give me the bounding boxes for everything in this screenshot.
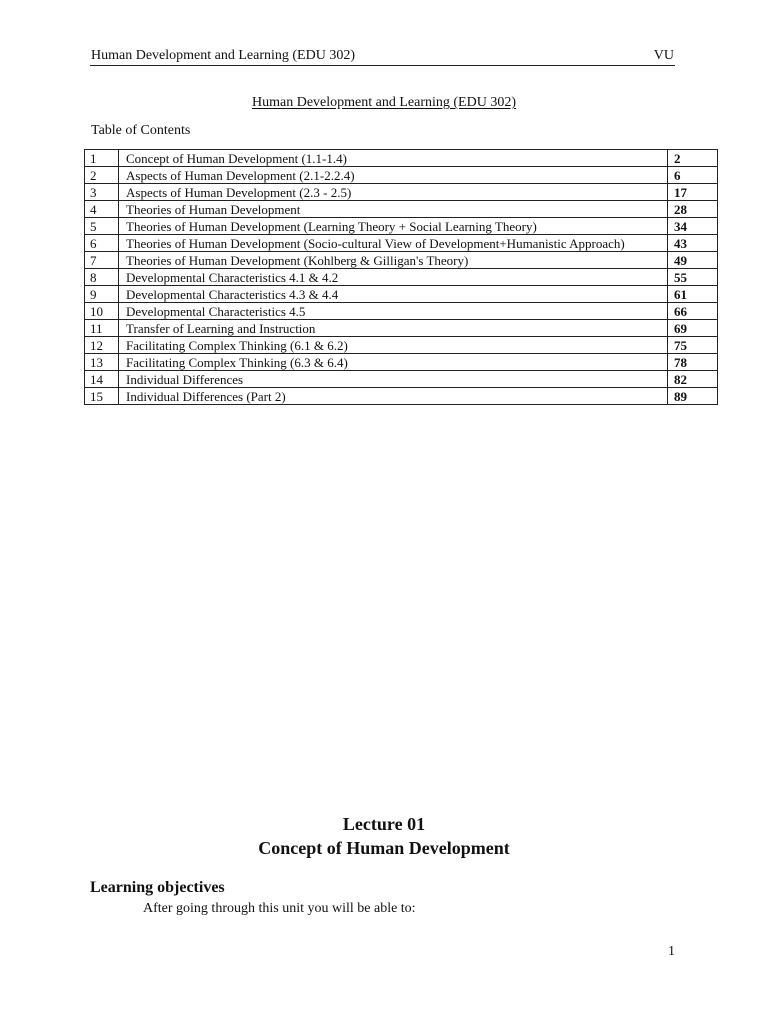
page-header: [90, 47, 675, 66]
toc-row: [85, 388, 718, 405]
document-title-text: Human Development and Learning (EDU 302): [252, 95, 516, 110]
toc-row-page: 75: [668, 337, 718, 354]
toc-row-title: Theories of Human Development (Learning Theory + Social Learning Theory): [119, 218, 668, 235]
toc-row-page: 78: [668, 354, 718, 371]
toc-row-number: 5: [85, 218, 119, 235]
toc-row-title: Theories of Human Development: [119, 201, 668, 218]
toc-row-title: Developmental Characteristics 4.3 & 4.4: [119, 286, 668, 303]
toc-row-title: Individual Differences: [119, 371, 668, 388]
toc-row: [85, 167, 718, 184]
lecture-title: Concept of Human Development: [258, 838, 510, 858]
toc-row: [85, 371, 718, 388]
toc-row: [85, 184, 718, 201]
toc-row-page: 17: [668, 184, 718, 201]
toc-row-number: 2: [85, 167, 119, 184]
toc-row: [85, 235, 718, 252]
toc-row: [85, 218, 718, 235]
toc-row-title: Developmental Characteristics 4.1 & 4.2: [119, 269, 668, 286]
toc-row: [85, 303, 718, 320]
toc-row-title: Aspects of Human Development (2.3 - 2.5): [119, 184, 668, 201]
page-number: 1: [668, 944, 675, 959]
toc-row-page: 82: [668, 371, 718, 388]
toc-row-page: 89: [668, 388, 718, 405]
toc-row: [85, 201, 718, 218]
toc-row-page: 66: [668, 303, 718, 320]
lecture-number: Lecture 01: [342, 814, 426, 834]
toc-row-page: 28: [668, 201, 718, 218]
toc-row: [85, 269, 718, 286]
toc-row-page: 2: [668, 150, 718, 167]
toc-heading: Table of Contents: [91, 123, 191, 138]
toc-row-title: Developmental Characteristics 4.5: [119, 303, 668, 320]
document-title: [0, 94, 768, 112]
toc-row-title: Concept of Human Development (1.1-1.4): [119, 150, 668, 167]
toc-row: [85, 286, 718, 303]
toc-row-number: 14: [85, 371, 119, 388]
toc-row-page: 6: [668, 167, 718, 184]
toc-row-number: 4: [85, 201, 119, 218]
toc-row-number: 11: [85, 320, 119, 337]
header-course-title: Human Development and Learning (EDU 302): [91, 48, 355, 63]
learning-objectives-heading: Learning objectives: [90, 879, 225, 896]
toc-row-title: Theories of Human Development (Socio-cultural View of Development+Humanistic Approach): [119, 235, 668, 252]
toc-row-number: 15: [85, 388, 119, 405]
toc-table: [84, 149, 718, 405]
toc-row: [85, 150, 718, 167]
toc-row-number: 6: [85, 235, 119, 252]
toc-row-number: 9: [85, 286, 119, 303]
toc-row-page: 43: [668, 235, 718, 252]
toc-row-title: Theories of Human Development (Kohlberg & Gilligan's Theory): [119, 252, 668, 269]
toc-row-number: 3: [85, 184, 119, 201]
toc-row-number: 7: [85, 252, 119, 269]
toc-row-page: 61: [668, 286, 718, 303]
header-institution: VU: [653, 48, 674, 63]
toc-row-page: 55: [668, 269, 718, 286]
toc-row-title: Facilitating Complex Thinking (6.1 & 6.2): [119, 337, 668, 354]
toc-row: [85, 337, 718, 354]
toc-row-number: 10: [85, 303, 119, 320]
toc-row-number: 12: [85, 337, 119, 354]
toc-row-title: Individual Differences (Part 2): [119, 388, 668, 405]
toc-row-title: Aspects of Human Development (2.1-2.2.4): [119, 167, 668, 184]
toc-row-number: 8: [85, 269, 119, 286]
learning-objectives-intro: After going through this unit you will be able to:: [143, 901, 416, 916]
toc-row-title: Transfer of Learning and Instruction: [119, 320, 668, 337]
toc-row: [85, 320, 718, 337]
toc-row-number: 13: [85, 354, 119, 371]
toc-row-page: 34: [668, 218, 718, 235]
toc-row-page: 69: [668, 320, 718, 337]
toc-row: [85, 252, 718, 269]
toc-row-page: 49: [668, 252, 718, 269]
toc-row-title: Facilitating Complex Thinking (6.3 & 6.4): [119, 354, 668, 371]
toc-row-number: 1: [85, 150, 119, 167]
toc-row: [85, 354, 718, 371]
